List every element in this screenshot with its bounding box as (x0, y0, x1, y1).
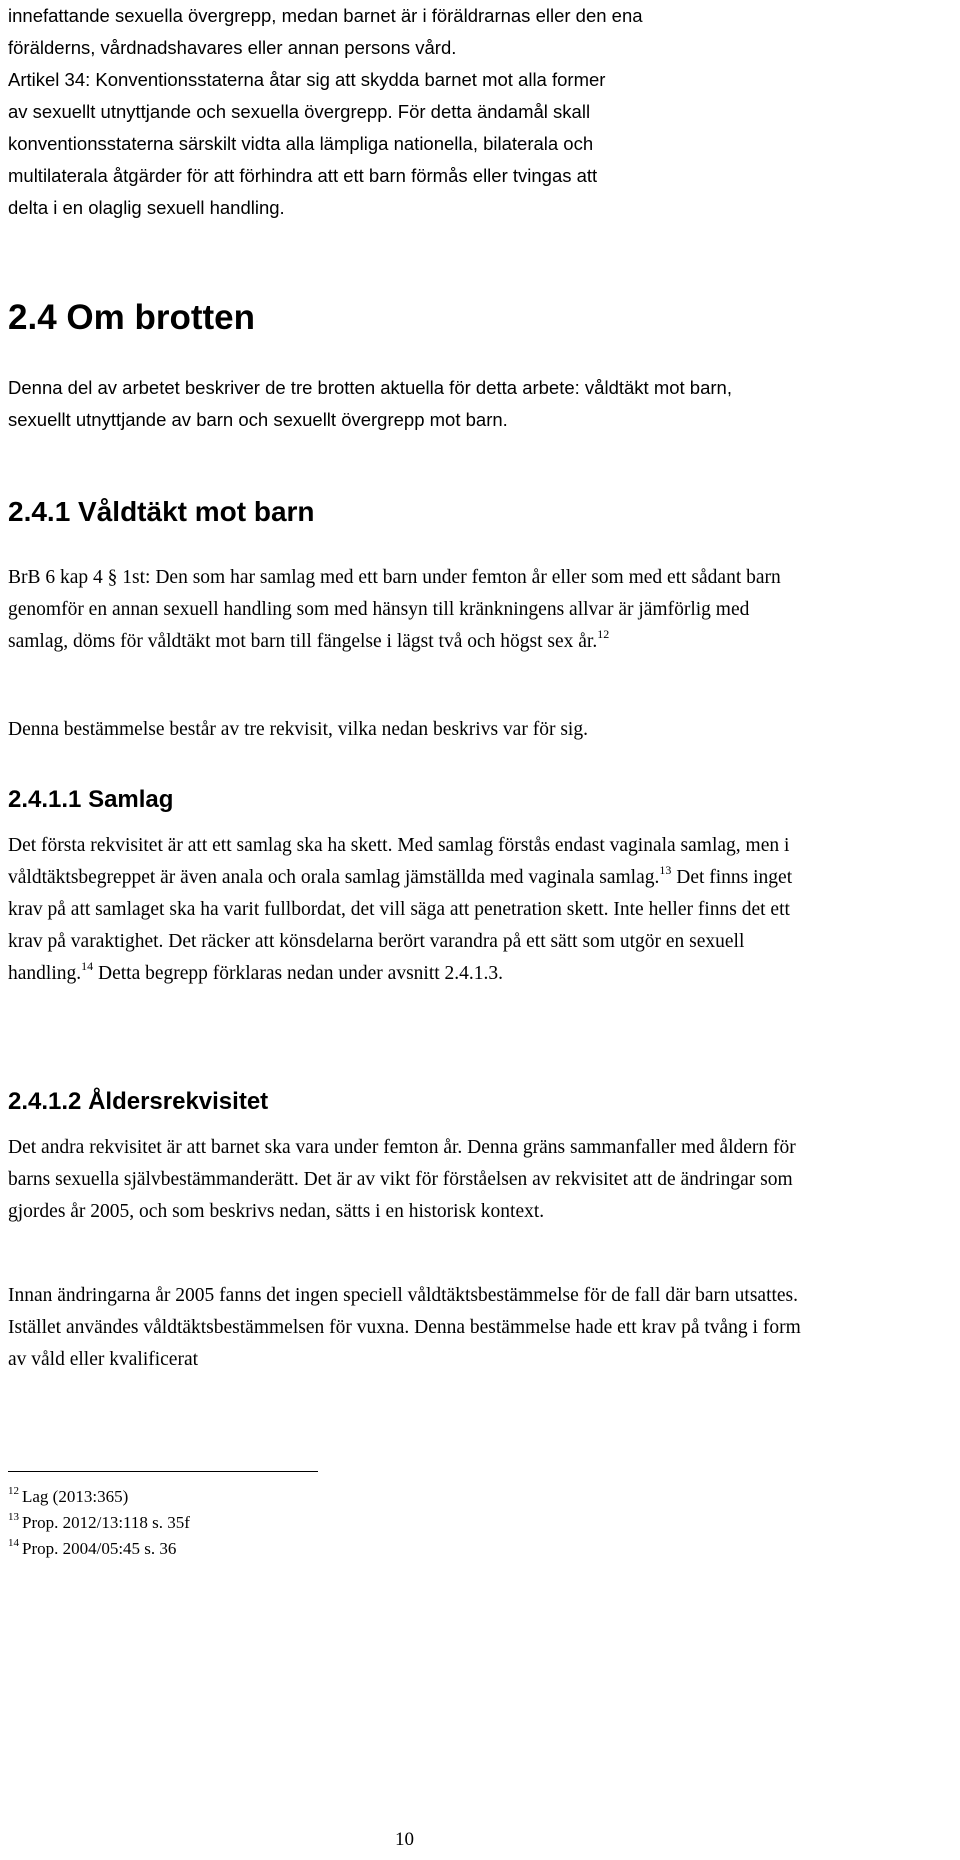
footnote-separator (8, 1471, 318, 1472)
intro-line-7: delta i en olaglig sexuell handling. (8, 197, 285, 218)
footnote-ref-14[interactable]: 14 (81, 959, 94, 973)
section-2-4-1-1-body (8, 830, 808, 990)
footnote-13-number: 13 (8, 1511, 19, 1523)
samlag-part-2: Det finns inget krav på att samlaget ska ha varit fullbordat, det vill säga att penetration skett. Inte heller finns det ett krav på varaktighet. Det räcker att könsdelarna berört varandra på ett sätt som utgör en sexuell handling. (8, 867, 793, 984)
footnote-13 (8, 1510, 190, 1536)
heading-2-4: 2.4 Om brotten (8, 298, 255, 337)
footnote-14-number: 14 (8, 1537, 19, 1549)
law-quote-text: BrB 6 kap 4 § 1st: Den som har samlag med ett barn under femton år eller som med ett sådant barn genomför en annan sexuell handling som med hänsyn till kränkningens allvar är jämförlig med samlag, döms för våldtäkt mot barn till fängelse i lägst två och högst sex år. (8, 567, 781, 652)
section-2-4-body: Denna del av arbetet beskriver de tre brotten aktuella för detta arbete: våldtäkt mot barn, sexuellt utnyttjande av barn och sexuellt övergrepp mot barn. (8, 377, 732, 430)
heading-2-4-1-2: 2.4.1.2 Åldersrekvisitet (8, 1088, 269, 1115)
samlag-part-3: Detta begrepp förklaras nedan under avsnitt 2.4.1.3. (93, 963, 504, 984)
section-2-4-1-body: Denna bestämmelse består av tre rekvisit, vilka nedan beskrivs var för sig. (8, 719, 588, 740)
footnote-12 (8, 1484, 128, 1510)
footnote-14 (8, 1536, 176, 1562)
page-number: 10 (395, 1829, 414, 1850)
footnote-12-number: 12 (8, 1485, 19, 1497)
footnote-12-text: Lag (2013:365) (22, 1487, 129, 1506)
law-quote (8, 562, 804, 658)
footnote-14-text: Prop. 2004/05:45 s. 36 (22, 1539, 177, 1558)
intro-line-4: av sexuellt utnyttjande och sexuella övergrepp. För detta ändamål skall (8, 101, 591, 122)
heading-2-4-1-1: 2.4.1.1 Samlag (8, 786, 174, 813)
heading-2-4-1: 2.4.1 Våldtäkt mot barn (8, 496, 315, 527)
intro-line-6: multilaterala åtgärder för att förhindra att ett barn förmås eller tvingas att (8, 165, 598, 186)
footnote-ref-13[interactable]: 13 (659, 863, 672, 877)
intro-line-2: förälderns, vårdnadshavares eller annan persons vård. (8, 37, 457, 58)
intro-line-1: innefattande sexuella övergrepp, medan barnet är i föräldrarnas eller den ena (8, 5, 643, 26)
footnote-13-text: Prop. 2012/13:118 s. 35f (22, 1513, 190, 1532)
footnote-ref-12[interactable]: 12 (597, 627, 610, 641)
intro-line-5: konventionsstaterna särskilt vidta alla lämpliga nationella, bilaterala och (8, 133, 594, 154)
section-2-4-1-2-body-2: Innan ändringarna år 2005 fanns det ingen speciell våldtäktsbestämmelse för de fall där barn utsattes. Istället användes våldtäktsbestämmelsen för vuxna. Denna bestämmelse hade ett krav på tvång i form av våld eller kvalificerat (8, 1285, 801, 1370)
section-2-4-1-2-body-1: Det andra rekvisitet är att barnet ska vara under femton år. Denna gräns sammanfaller med åldern för barns sexuella självbestämmanderätt. Det är av vikt för förståelsen av rekvisitet att de ändringar som gjordes år 2005, och som beskrivs nedan, sätts i en historisk kontext. (8, 1137, 796, 1222)
intro-line-3: Artikel 34: Konventionsstaterna åtar sig att skydda barnet mot alla former (8, 69, 606, 90)
samlag-part-1: Det första rekvisitet är att ett samlag ska ha skett. Med samlag förstås endast vaginala samlag, men i våldtäktsbegreppet är även anala och orala samlag jämställda med vaginala samlag. (8, 835, 790, 888)
